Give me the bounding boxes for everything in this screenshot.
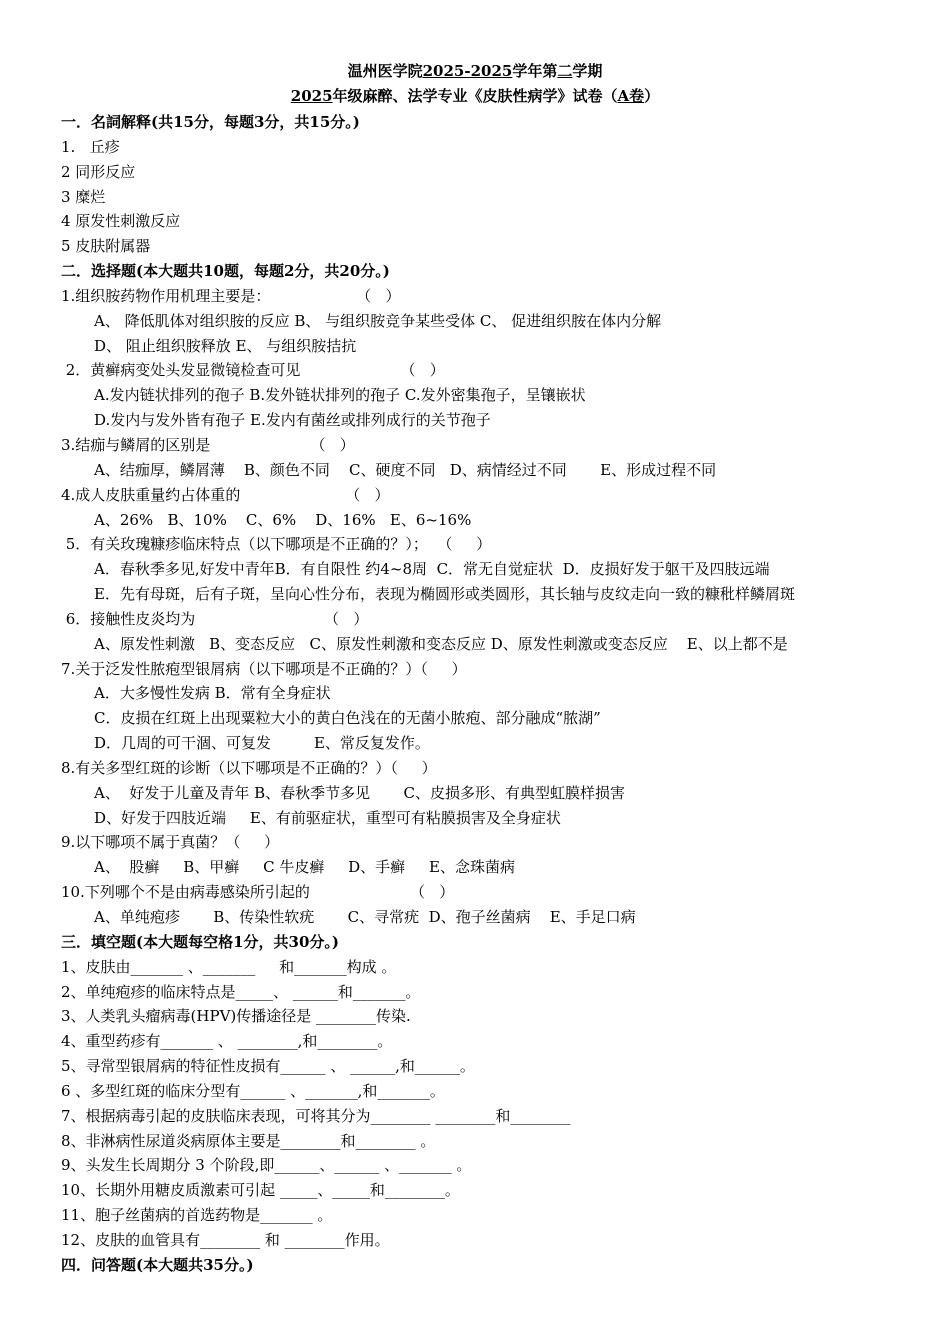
answer-options: A．大多慢性发病 B．常有全身症状	[94, 684, 331, 703]
title-close-paren: ）	[644, 87, 660, 105]
question-line: 3、人类乳头瘤病毒(HPV)传播途径是 ________传染.	[61, 1007, 411, 1026]
question-line: 9.以下哪项不属于真菌？（ ）	[61, 833, 280, 852]
question-line: 5．有关玫瑰糠疹临床特点（以下哪项是不正确的？）； （ ）	[61, 535, 492, 554]
year-label: 学年第	[512, 62, 558, 80]
section-heading: 一．名詞解释(共15分，每题3分，共15分。)	[61, 113, 360, 131]
school-name: 温州医学院	[347, 62, 423, 80]
answer-options: A、单纯疱疹 B、传染性软疣 C、寻常疣 D、孢子丝菌病 E、手足口病	[94, 908, 636, 926]
semester-label: 学期	[572, 62, 603, 80]
question-line: 8.有关多型红斑的诊断（以下哪项是不正确的？）（ ）	[61, 758, 437, 777]
answer-options: D、 阻止组织胺释放 E、 与组织胺拮抗	[94, 336, 357, 355]
question-line: 4 原发性刺激反应	[61, 212, 181, 231]
question-line: 1、皮肤由_______ 、_______ 和_______构成 。	[61, 957, 397, 976]
answer-options: D.发内与发外皆有孢子 E.发内有菌丝或排列成行的关节孢子	[94, 411, 491, 430]
answer-options: A、原发性刺激 B、变态反应 C、原发性刺激和变态反应 D、原发性刺激或变态反应 E、以上都不是	[94, 634, 788, 653]
question-line: 2、单纯疱疹的临床特点是_____、 ______和_______。	[61, 982, 421, 1001]
section-heading: 三．填空题(本大题每空格1分，共30分。)	[61, 932, 340, 951]
question-line: 3 糜烂	[61, 187, 106, 206]
paper-version: A卷	[617, 87, 645, 105]
question-line: 1. 丘疹	[61, 137, 120, 156]
question-line: 7、根据病毒引起的皮肤临床表现，可将其分为________ ________和________	[61, 1106, 571, 1125]
exam-title-line1	[0, 60, 950, 81]
exam-title-line2	[0, 85, 950, 106]
question-line: 5、寻常型银屑病的特征性皮损有______ 、 ______,和______。	[61, 1057, 475, 1076]
answer-options: A.发内链状排列的孢子 B.发外链状排列的孢子 C.发外密集孢子，呈镶嵌状	[94, 386, 586, 405]
question-line: 10.下列哪个不是由病毒感染所引起的 （ ）	[61, 883, 455, 902]
question-line: 2．黄癣病变处头发显微镜检查可见 （ ）	[61, 361, 445, 380]
section-heading: 二．选择题(本大题共10题，每题2分，共20分。)	[61, 262, 390, 281]
section-heading: 四．问答题(本大题共35分。)	[61, 1255, 254, 1274]
exam-subject: 年级麻醉、法学专业《皮肤性病学》试卷（	[332, 87, 618, 105]
exam-body	[61, 110, 921, 1278]
question-line: 11、胞子丝菌病的首选药物是_______ 。	[61, 1206, 333, 1225]
answer-options: D、好发于四肢近端 E、有前驱症状，重型可有粘膜损害及全身症状	[94, 808, 561, 827]
answer-options: A、 好发于儿童及青年 B、春秋季节多见 C、皮损多形、有典型虹膜样损害	[94, 783, 626, 802]
question-line: 4.成人皮肤重量约占体重的 （ ）	[61, 485, 390, 504]
question-line: 1.组织胺药物作用机理主要是： （ ）	[61, 286, 401, 305]
question-line: 12、皮肤的血管具有________ 和 ________作用。	[61, 1230, 390, 1249]
question-line: 10、长期外用糖皮质激素可引起 _____、_____和________。	[61, 1181, 460, 1200]
answer-options: A、 股癣 B、甲癣 C 牛皮癣 D、手癣 E、念珠菌病	[94, 858, 515, 877]
question-line: 6．接触性皮炎均为 （ ）	[61, 609, 369, 628]
question-line: 3.结痂与鳞屑的区别是 （ ）	[61, 435, 355, 454]
answer-options: E．先有母斑，后有子斑，呈向心性分布，表现为椭圆形或类圆形，其长轴与皮纹走向一致的糠秕样鳞屑斑	[94, 585, 795, 604]
answer-options: A、 降低肌体对组织胺的反应 B、 与组织胺竞争某些受体 C、 促进组织胺在体内分解	[94, 311, 662, 330]
semester-number: 二	[557, 62, 573, 80]
answer-options: A、结痂厚，鳞屑薄 B、颜色不同 C、硬度不同 D、病情经过不同 E、形成过程不同	[94, 460, 717, 479]
question-line: 4、重型药疹有_______ 、 ________,和________。	[61, 1032, 393, 1051]
question-line: 8、非淋病性尿道炎病原体主要是________和________ 。	[61, 1131, 436, 1150]
answer-options: A．春秋季多见,好发中青年B．有自限性 约4~8周 C．常无自觉症状 D．皮损好发于躯干及四肢远端	[94, 560, 770, 579]
question-line: 7.关于泛发性脓疱型银屑病（以下哪项是不正确的？）（ ）	[61, 659, 467, 678]
academic-year: 2025-2025	[422, 62, 513, 80]
answer-options: A、26% B、10% C、6% D、16% E、6~16%	[94, 510, 472, 529]
answer-options: D．几周的可干涸、可复发 E、常反复发作。	[94, 734, 430, 753]
grade-year: 2025	[290, 87, 333, 105]
question-line: 9、头发生长周期分 3 个阶段,即______、______ 、_______ 。	[61, 1156, 472, 1175]
question-line: 6 、多型红斑的临床分型有______ 、_______,和_______。	[61, 1081, 445, 1100]
answer-options: C．皮损在红斑上出现粟粒大小的黄白色浅在的无菌小脓疱、部分融成“脓湖”	[94, 709, 601, 728]
question-line: 2 同形反应	[61, 162, 136, 181]
question-line: 5 皮肤附属器	[61, 237, 151, 256]
